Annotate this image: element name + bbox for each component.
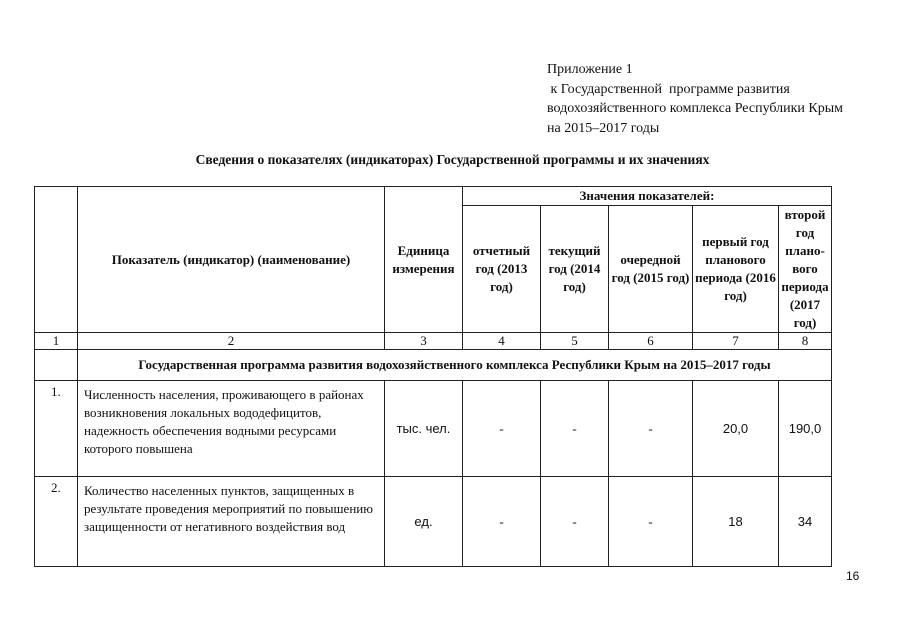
column-number: 7: [693, 333, 779, 350]
header-unit: Единица измерения: [385, 187, 463, 333]
header-next-year: очередной год (2015 год): [609, 206, 693, 333]
appendix-line: Приложение 1: [547, 62, 633, 77]
row-index: 2.: [35, 477, 78, 567]
appendix-line: водохозяйственного комплекса Республики Крым: [547, 101, 844, 116]
indicator-name: Численность населения, проживающего в районах возникновения локальных вододефицитов, надежность обеспечения водными ресурсами которого повышена: [78, 381, 385, 477]
header-values-group: Значения показателей:: [463, 187, 832, 206]
header-current-year: текущий год (2014 год): [541, 206, 609, 333]
column-number: 5: [541, 333, 609, 350]
column-number: 4: [463, 333, 541, 350]
value-2016: 20,0: [693, 381, 779, 477]
header-plan-year-2: второй год плано-вого периода (2017 год): [779, 206, 832, 333]
value-2015: -: [609, 477, 693, 567]
column-number: 3: [385, 333, 463, 350]
header-plan-year-1: первый год планового периода (2016 год): [693, 206, 779, 333]
value-2013: -: [463, 477, 541, 567]
appendix-line: на 2015–2017 годы: [547, 120, 660, 136]
column-number: 1: [35, 333, 78, 350]
row-index: 1.: [35, 381, 78, 477]
program-title: Государственная программа развития водохозяйственного комплекса Республики Крым на 2015–2017 годы: [78, 350, 832, 381]
value-2013: -: [463, 381, 541, 477]
value-2016: 18: [693, 477, 779, 567]
column-number: 2: [78, 333, 385, 350]
page-number: 16: [846, 569, 860, 583]
appendix-line: к Государственной программе развития: [547, 81, 790, 97]
value-2014: -: [541, 477, 609, 567]
column-number-row: [35, 333, 832, 350]
document-title: Сведения о показателях (индикаторах) Государственной программы и их значениях: [195, 152, 710, 167]
header-index-cell: [35, 187, 78, 333]
table-row: [35, 477, 832, 567]
indicator-unit: ед.: [385, 477, 463, 567]
value-2014: -: [541, 381, 609, 477]
header-reporting-year: отчетный год (2013 год): [463, 206, 541, 333]
value-2015: -: [609, 381, 693, 477]
table-row: [35, 381, 832, 477]
indicators-table: [34, 186, 832, 567]
header-indicator: Показатель (индикатор) (наименование): [78, 187, 385, 333]
value-2017: 34: [779, 477, 832, 567]
column-number: 8: [779, 333, 832, 350]
appendix-note: [547, 60, 843, 138]
indicator-unit: тыс. чел.: [385, 381, 463, 477]
value-2017: 190,0: [779, 381, 832, 477]
program-title-spacer: [35, 350, 78, 381]
program-title-row: [35, 350, 832, 381]
indicator-name: Количество населенных пунктов, защищенных в результате проведения мероприятий по повышению защищенности от негативного воздействия вод: [78, 477, 385, 567]
column-number: 6: [609, 333, 693, 350]
